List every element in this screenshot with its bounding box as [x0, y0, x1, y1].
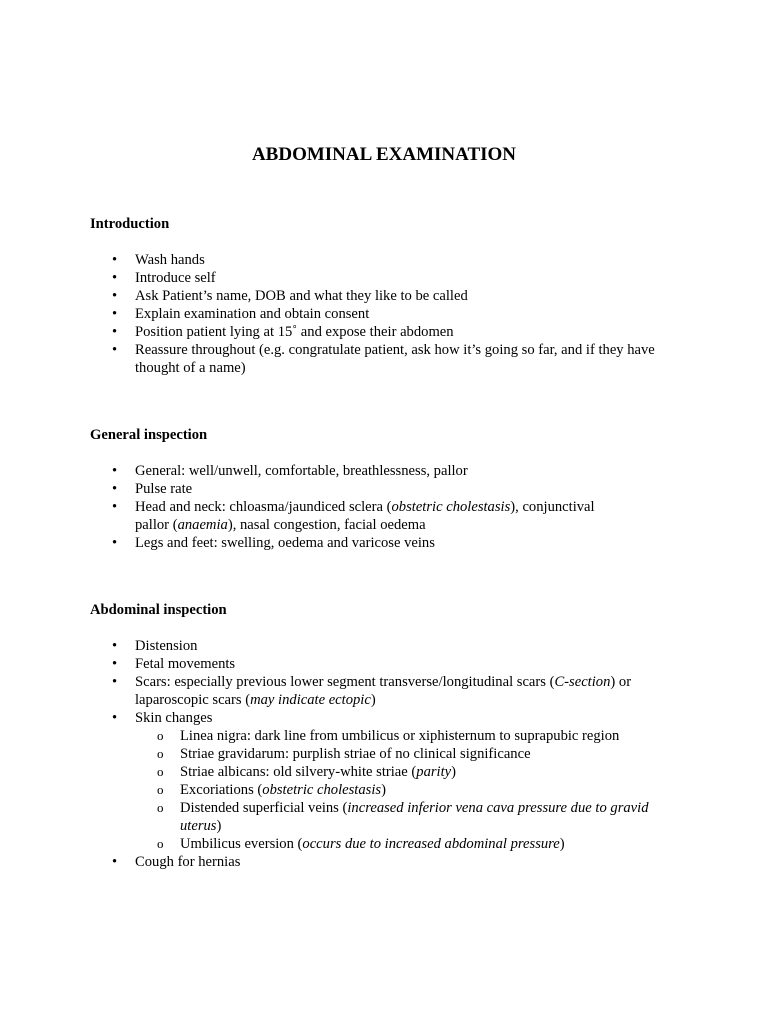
list-item — [90, 498, 625, 534]
section-introduction — [90, 215, 690, 377]
list-item: • Wash hands — [90, 251, 690, 269]
item-italic-text: occurs due to increased abdominal pressure — [302, 836, 560, 852]
item-italic-text: C-section — [554, 674, 611, 690]
list-item: • Position patient lying at 15˚ and expose their abdomen — [90, 323, 690, 341]
item-text: Excoriations ( — [180, 782, 263, 798]
item-text: ) — [370, 692, 376, 708]
item-italic-text: increased inferior vena cava pressure due to gravid uterus — [180, 800, 649, 834]
item-text: Striae albicans: old silvery-white striae ( — [180, 764, 417, 780]
list-item: • Fetal movements — [90, 655, 690, 673]
introduction-list — [90, 251, 690, 377]
list-item: • Reassure throughout (e.g. congratulate patient, ask how it’s going so far, and if they have thought of a name) — [90, 341, 690, 377]
sub-list-item — [135, 799, 680, 835]
item-italic-text: obstetric cholestasis — [262, 782, 382, 798]
item-italic-text: obstetric cholestasis — [391, 499, 511, 515]
sub-list-item: o Linea nigra: dark line from umbilicus or xiphisternum to suprapubic region — [135, 727, 690, 745]
item-text: ) — [381, 782, 386, 798]
sub-list-item — [135, 781, 690, 799]
list-item: • Explain examination and obtain consent — [90, 305, 690, 323]
list-item — [90, 673, 675, 709]
general-inspection-list — [90, 462, 690, 552]
list-item: • Distension — [90, 637, 690, 655]
sub-list-item: o Striae gravidarum: purplish striae of no clinical significance — [135, 745, 690, 763]
item-text: Head and neck: chloasma/jaundiced sclera ( — [135, 499, 392, 515]
skin-changes-sublist — [135, 727, 690, 853]
list-item: • Pulse rate — [90, 480, 690, 498]
item-text: ) — [216, 818, 222, 834]
section-abdominal-inspection — [90, 601, 690, 871]
item-text: Scars: especially previous lower segment transverse/longitudinal scars ( — [135, 674, 555, 690]
abdominal-inspection-list — [90, 637, 690, 871]
list-item: • General: well/unwell, comfortable, breathlessness, pallor — [90, 462, 690, 480]
list-item: • Introduce self — [90, 269, 690, 287]
section-heading-introduction: Introduction — [90, 216, 170, 232]
list-item: • Ask Patient’s name, DOB and what they like to be called — [90, 287, 690, 305]
item-italic-text: anaemia — [177, 517, 228, 533]
item-text: ) — [559, 836, 565, 852]
item-text: ) or laparoscopic scars ( — [135, 674, 632, 708]
section-general-inspection — [90, 426, 690, 552]
list-item — [90, 709, 690, 853]
section-heading-abdominal-inspection: Abdominal inspection — [90, 602, 227, 618]
sub-list-item — [135, 835, 690, 853]
item-italic-text: may indicate ectopic — [250, 692, 371, 708]
section-heading-general-inspection: General inspection — [90, 427, 208, 443]
sub-list-item — [135, 763, 690, 781]
document-title: ABDOMINAL EXAMINATION — [251, 144, 517, 165]
item-text: ) — [451, 764, 457, 780]
item-text: Umbilicus eversion ( — [180, 836, 303, 852]
item-text: Skin changes — [135, 710, 213, 726]
item-text: ), conjunctival pallor ( — [135, 499, 595, 533]
list-item: • Legs and feet: swelling, oedema and varicose veins — [90, 534, 690, 552]
item-text: Distended superficial veins ( — [180, 800, 348, 816]
item-italic-text: parity — [416, 764, 452, 780]
item-text: ), nasal congestion, facial oedema — [227, 517, 426, 533]
list-item: • Cough for hernias — [90, 853, 690, 871]
